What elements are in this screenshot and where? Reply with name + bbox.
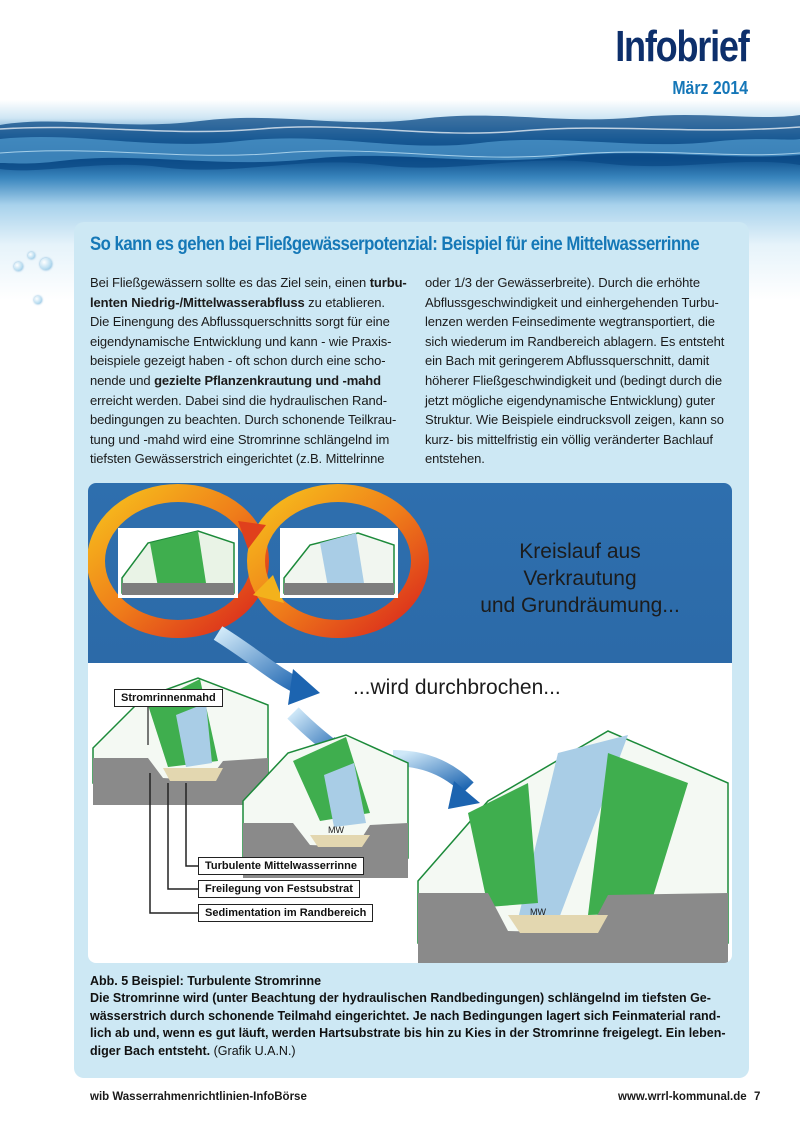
text-line: Struktur. Wie Beispiele eindrucksvoll zeigen, kann so [425, 412, 724, 428]
text-line: lenzen werden Feinsedimente wegtransportiert, die [425, 314, 715, 330]
text-line: beispiele gezeigt haben - oft schon durch eine scho- [90, 353, 386, 369]
article-column-left [90, 273, 407, 469]
cleared-channel-thumbnail [280, 528, 398, 598]
article-heading: So kann es gehen bei Fließgewässerpotenzial: Beispiel für eine Mittelwasserrinne [90, 233, 700, 255]
footer-publication: wib Wasserrahmenrichtlinien-InfoBörse [90, 1091, 307, 1103]
label-exposed-substrate: Freilegung von Festsubstrat [198, 880, 360, 898]
text-line: erreicht werden. Dabei sind die hydraulischen Rand- [90, 392, 387, 408]
flow-arrow [288, 669, 320, 705]
figure-caption [90, 973, 740, 1060]
newsletter-title: Infobrief [614, 22, 748, 71]
caption-line: Die Stromrinne wird (unter Beachtung der hydraulischen Randbedingungen) schlängelnd im tiefsten Ge- [90, 991, 711, 1006]
text-line: sich wiederum im Randbereich ablagern. Es entsteht [425, 333, 725, 349]
text-line: bedingungen zu beachten. Durch schonende Teilkrau- [90, 412, 397, 428]
cycle-heading: Kreislauf aus Verkrautung und Grundräumung... [480, 540, 680, 617]
text-line: tiefsten Gewässerstrich eingerichtet (z.B. Mittelrinne [90, 451, 385, 467]
stream-channel-figure [88, 483, 732, 963]
text-line: ein Bach mit geringerem Abflussquerschnitt, damit [425, 353, 710, 369]
caption-line: wässerstrich durch schonende Teilmahd eingerichtet. Je nach Bedingungen lagert sich Feinmaterial rand- [90, 1008, 721, 1023]
issue-date: März 2014 [672, 78, 748, 98]
water-bubble [28, 252, 35, 259]
interrupted-heading: ...wird durchbrochen... [353, 676, 561, 699]
water-level-marker: MW [328, 825, 344, 835]
water-bubble [34, 296, 42, 304]
text-line: kurz- bis mittelfristig ein völlig veränderter Bachlauf [425, 431, 713, 447]
caption-line: lich ab und, wenn es gut läuft, werden Hartsubstrate bis hin zu Kies in der Stromrinne freigelegt. Ein leben- [90, 1026, 726, 1041]
text-line: eigendynamische Entwicklung und kann - wie Praxis- [90, 333, 392, 349]
text-line: entstehen. [425, 451, 485, 467]
text-line: Bei Fließgewässern sollte es das Ziel sein, einen turbu- [90, 275, 407, 290]
water-bubble [14, 262, 23, 271]
text-line: jetzt mögliche eigendynamische Entwicklung) guter [425, 392, 715, 408]
channel-stage-natural [418, 731, 728, 963]
page-number: 7 [754, 1091, 761, 1103]
caption-line: Abb. 5 Beispiel: Turbulente Stromrinne [90, 974, 322, 988]
text-line: Die Einengung des Abflussquerschnitts sorgt für eine [90, 314, 390, 330]
flow-arrow [218, 633, 303, 688]
text-line: nende und gezielte Pflanzenkrautung und -mahd [90, 372, 381, 388]
text-line: Abflussgeschwindigkeit und einhergehenden Turbu- [425, 294, 719, 310]
label-sedimentation: Sedimentation im Randbereich [198, 904, 373, 922]
water-bubble [40, 258, 52, 270]
text-line: höherer Fließgeschwindigkeit und (bedingt durch die [425, 372, 722, 388]
water-level-marker: MW [530, 907, 546, 917]
label-turbulent-channel: Turbulente Mittelwasserrinne [198, 857, 364, 875]
text-line: tung und -mahd wird eine Stromrinne schlängelnd im [90, 431, 390, 447]
text-line: lenten Niedrig-/Mittelwasserabfluss zu etablieren. [90, 294, 385, 310]
overgrown-channel-thumbnail [118, 528, 238, 598]
label-stromrinnenmahd: Stromrinnenmahd [114, 689, 223, 707]
footer-url[interactable]: www.wrrl-kommunal.de [618, 1091, 747, 1103]
article-column-right [425, 273, 725, 469]
text-line: oder 1/3 der Gewässerbreite). Durch die erhöhte [425, 275, 700, 290]
caption-line: diger Bach entsteht. (Grafik U.A.N.) [90, 1043, 296, 1058]
